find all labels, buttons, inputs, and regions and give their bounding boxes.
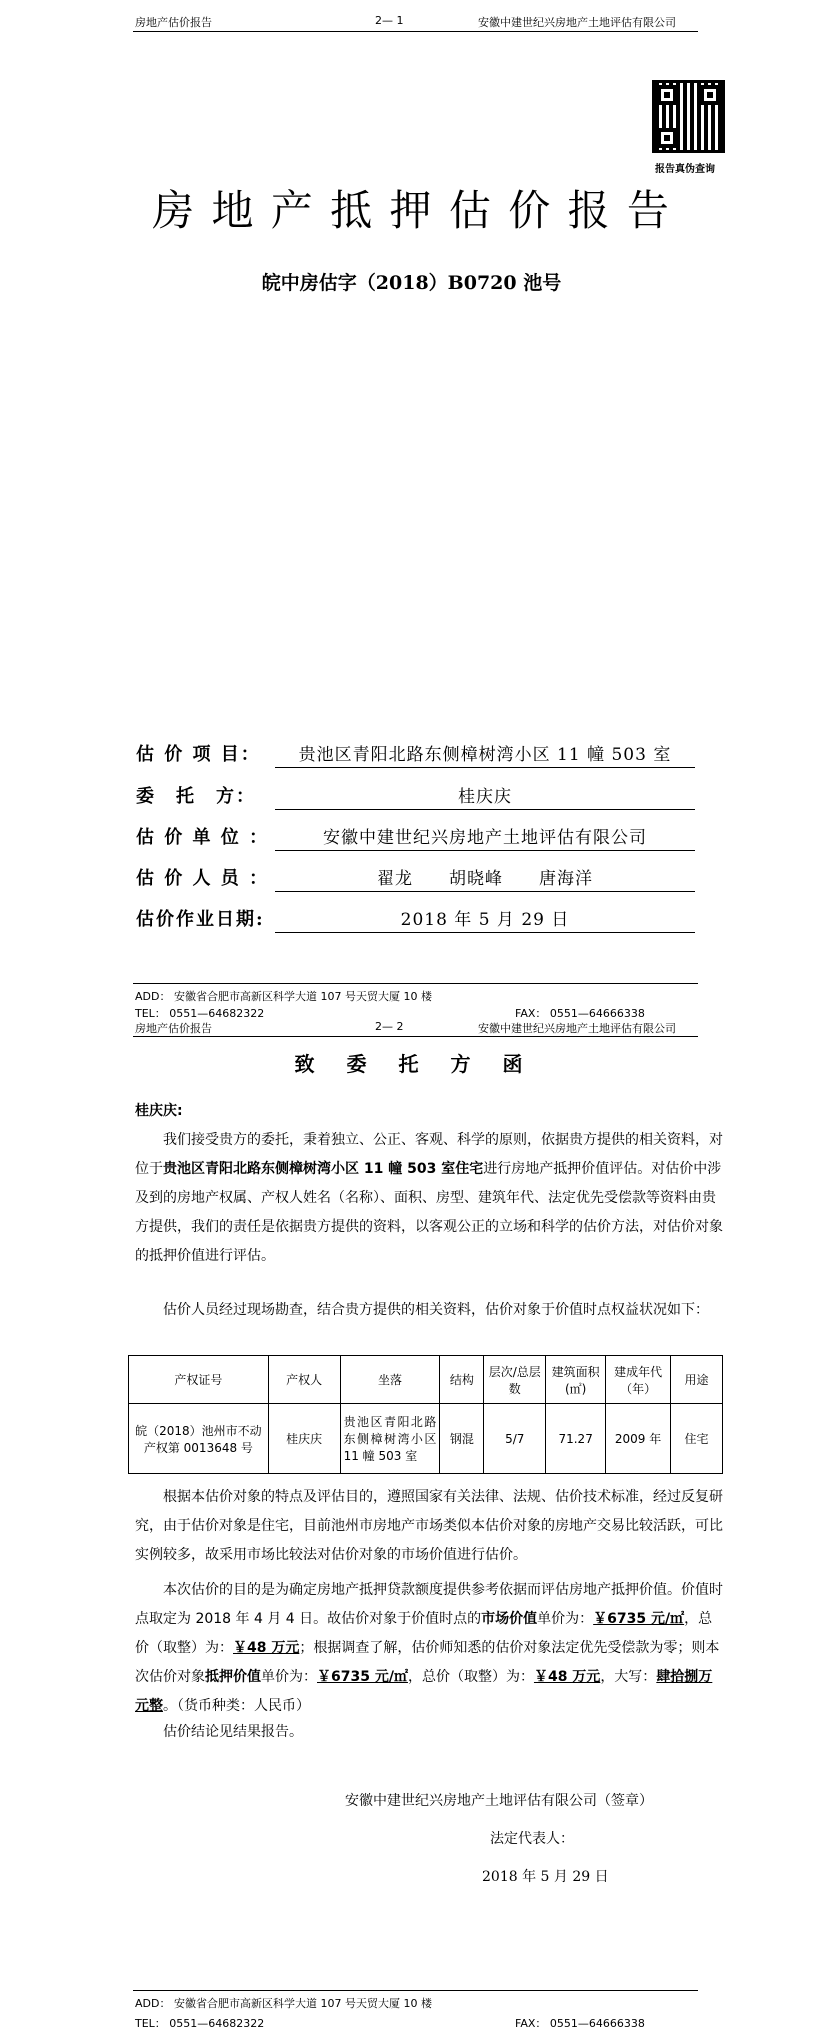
appraiser-org-label: 估 价 单 位 ： [136,827,270,848]
letter-paragraph-1: 我们接受贵方的委托，秉着独立、公正、客观、科学的原则，依据贵方提供的相关资料，对位于贵池区青阳北路东侧樟树湾小区 11 幢 503 室住宅进行房地产抵押价值评估。对估价中涉及到的房地产权属、产权人姓名（名称）、面积、房型、建筑年代、法定优先受偿款等资料由贵方提供，我们的责任是依据贵方提供的资料，以客观公正的立场和科学的估价方法，对估价对象的抵押价值进行评估。 [135,1132,723,1264]
table-cell: 71.27 [546,1404,606,1474]
header-left: 房地产估价报告 [135,1022,212,1035]
market-total-price: ￥48 万元 [233,1640,300,1656]
letter-paragraph-2: 估价人员经过现场勘查，结合贵方提供的相关资料，估价对象于价值时点权益状况如下： [163,1302,709,1318]
footer-rule [133,1990,698,1991]
table-cell: 5/7 [484,1404,546,1474]
market-value-label: 市场价值 [481,1611,538,1627]
mortgage-unit-price: ￥6735 元/㎡ [317,1669,408,1685]
table-row [129,1404,723,1474]
table-cell: 钢混 [440,1404,484,1474]
table-cell: 桂庆庆 [268,1404,340,1474]
appraisers-value: 翟龙 胡晓峰 唐海洋 [275,864,695,892]
footer-fax: FAX： 0551—64666338 [515,1007,645,1020]
table-cell: 贵池区青阳北路东侧樟树湾小区 11 幢 503 室 [340,1404,440,1474]
footer-tel: TEL： 0551—64682322 [135,2017,265,2030]
table-cell: 皖（2018）池州市不动产权第 0013648 号 [129,1404,269,1474]
client-label: 委 托 方： [136,786,256,807]
table-cell: 住宅 [671,1404,723,1474]
table-header-cell: 坐落 [340,1356,440,1404]
table-header-cell: 建筑面积(㎡) [546,1356,606,1404]
header-page-number: 2— 1 [375,14,404,27]
signature-company: 安徽中建世纪兴房地产土地评估有限公司（签章） [345,1793,653,1809]
header-page-number: 2— 2 [375,1020,404,1033]
mortgage-value-label: 抵押价值 [205,1669,261,1685]
table-header-cell: 结构 [440,1356,484,1404]
work-date-value: 2018 年 5 月 29 日 [275,905,695,933]
header-company: 安徽中建世纪兴房地产土地评估有限公司 [478,1022,676,1035]
amount-in-words: 肆拾捌万元整 [135,1669,713,1714]
signature-date: 2018 年 5 月 29 日 [482,1869,609,1885]
legal-representative: 法定代表人： [490,1831,574,1847]
report-title: 房 地 产 抵 押 估 价 报 告 [152,186,671,235]
qr-caption: 报告真伪查询 [655,164,715,175]
header-rule [133,31,698,32]
letter-paragraph-3: 根据本估价对象的特点及评估目的，遵照国家有关法律、法规、估价技术标准，经过反复研究，由于估价对象是住宅，目前池州市房地产市场类似本估价对象的房地产交易比较活跃，可比实例较多，故采用市场比较法对估价对象的市场价值进行估价。 [135,1489,723,1563]
table-header-cell: 用途 [671,1356,723,1404]
salutation: 桂庆庆: [135,1103,183,1119]
header-rule [133,1036,698,1037]
footer-address: ADD： 安徽省合肥市高新区科学大道 107 号天贸大厦 10 楼 [135,990,432,1003]
qr-code-icon[interactable] [652,80,725,153]
mortgage-total-price: ￥48 万元 [533,1669,601,1685]
letter-paragraph-5: 估价结论见结果报告。 [163,1724,303,1740]
property-info-table [128,1355,723,1474]
footer-tel: TEL： 0551—64682322 [135,1007,265,1020]
table-header-cell: 产权证号 [129,1356,269,1404]
client-value: 桂庆庆 [275,782,695,810]
report-number: 皖中房估字（2018）B0720 池号 [261,272,562,294]
table-header-cell: 产权人 [268,1356,340,1404]
work-date-label: 估价作业日期: [136,909,265,930]
footer-rule [133,983,698,984]
letter-title: 致 委 托 方 函 [294,1052,529,1076]
property-address-emphasis: 贵池区青阳北路东侧樟树湾小区 11 幢 503 室住宅 [163,1161,484,1177]
header-company: 安徽中建世纪兴房地产土地评估有限公司 [478,16,676,29]
footer-fax: FAX： 0551—64666338 [515,2017,645,2030]
appraisers-label: 估 价 人 员 ： [136,868,270,889]
appraiser-org-value: 安徽中建世纪兴房地产土地评估有限公司 [275,823,695,851]
header-left: 房地产估价报告 [135,16,212,29]
letter-paragraph-4: 本次估价的目的是为确定房地产抵押贷款额度提供参考依据而评估房地产抵押价值。价值时点取定为 2018 年 4 月 4 日。故估价对象于价值时点的市场价值单价为：￥6735 元/㎡，总价（取整）为：￥48 万元；根据调查了解，估价师知悉的估价对象法定优先受偿款为零；则本次估价对象抵押价值单价为：￥6735 元/㎡，总价（取整）为：￥48 万元，大写：肆拾捌万元整。（货币种类：人民币） [135,1582,723,1714]
table-header-cell: 层次/总层数 [484,1356,546,1404]
table-cell: 2009 年 [606,1404,671,1474]
table-header-row [129,1356,723,1404]
project-label: 估 价 项 目： [136,744,261,765]
market-unit-price: ￥6735 元/㎡ [593,1611,685,1627]
table-header-cell: 建成年代（年） [606,1356,671,1404]
project-value: 贵池区青阳北路东侧樟树湾小区 11 幢 503 室 [275,740,695,768]
footer-address: ADD： 安徽省合肥市高新区科学大道 107 号天贸大厦 10 楼 [135,1997,432,2010]
